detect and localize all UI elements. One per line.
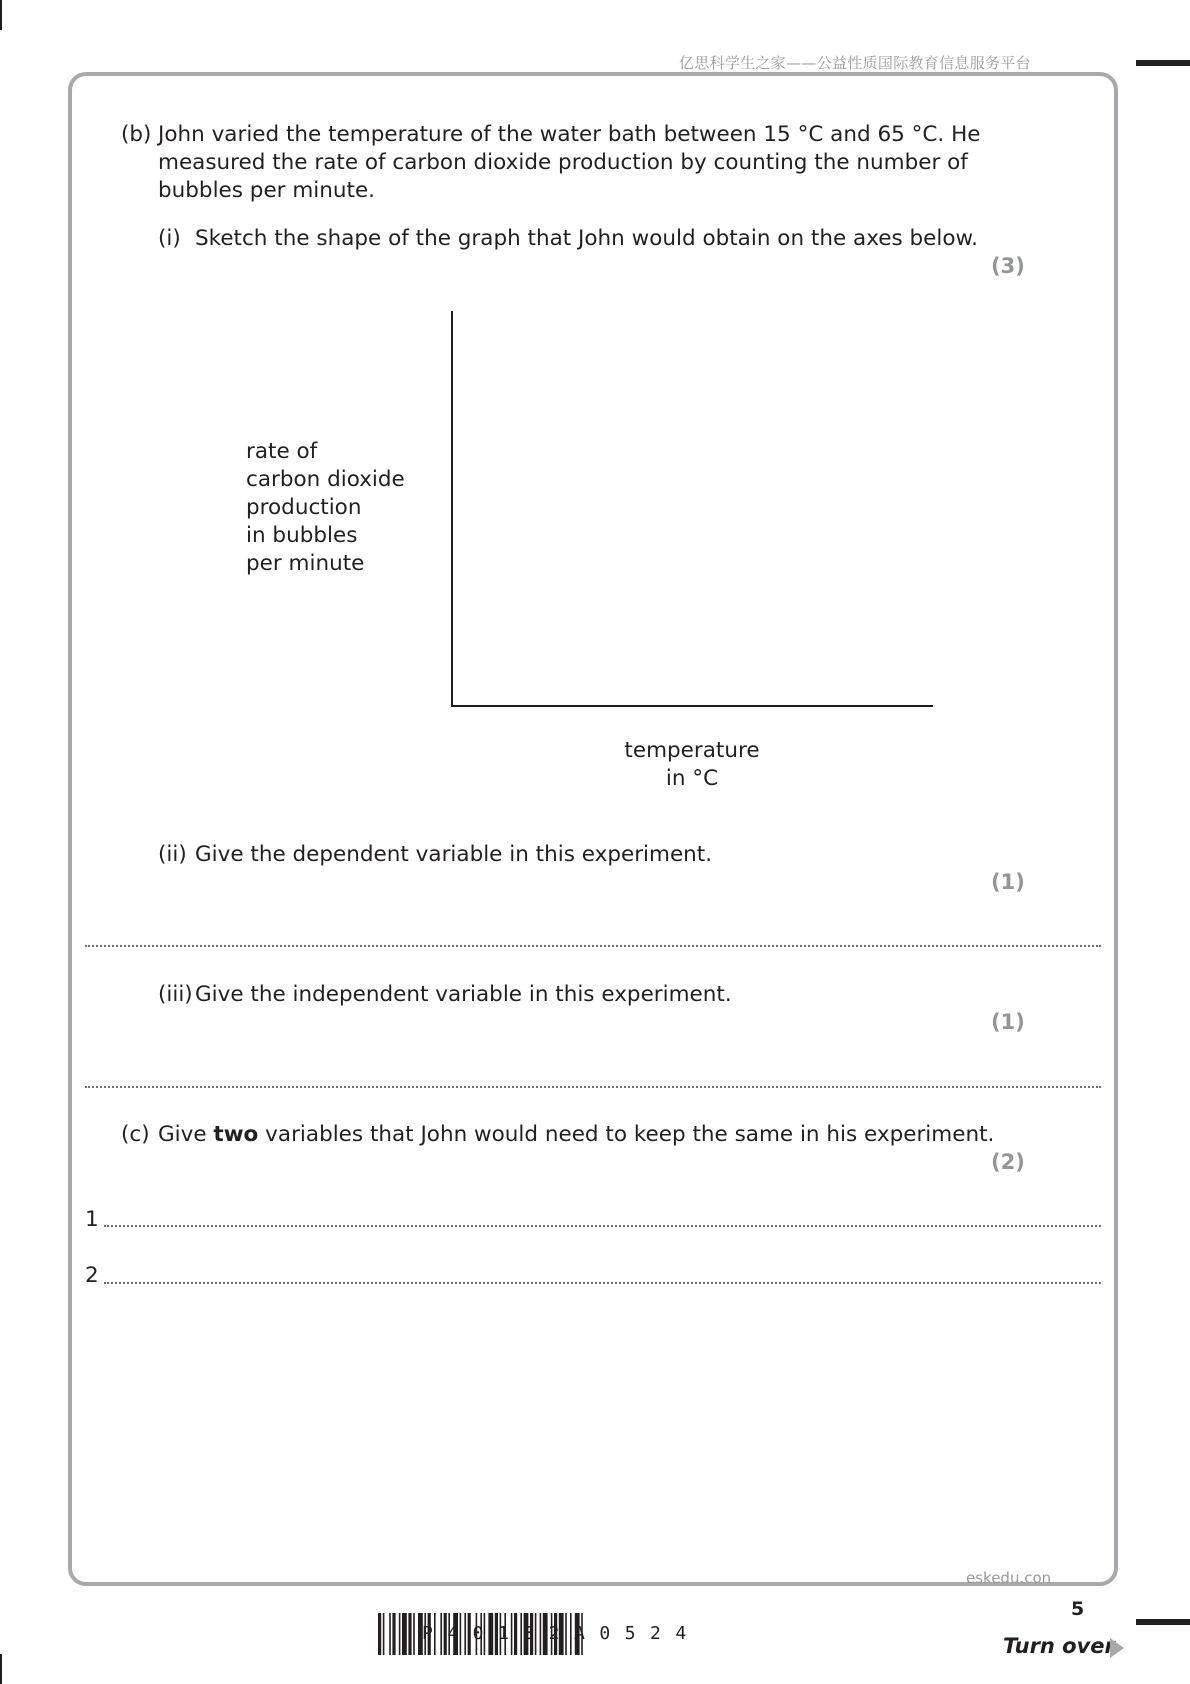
crop-mark xyxy=(1136,60,1190,66)
y-axis-label: rate of carbon dioxide production in bubbles per minute xyxy=(246,439,405,576)
answer-line[interactable] xyxy=(85,1086,1101,1088)
answer-line[interactable] xyxy=(85,945,1101,947)
barcode-bar xyxy=(383,1613,385,1655)
crop-mark xyxy=(0,0,2,30)
answer-number: 2 xyxy=(85,1263,99,1288)
question-label: (ii) xyxy=(158,842,187,867)
question-text: Give two variables that John would need to keep the same in his experiment. xyxy=(158,1122,995,1147)
barcode-bar xyxy=(389,1613,391,1655)
question-text: Give the independent variable in this experiment. xyxy=(195,982,732,1007)
barcode-bar xyxy=(408,1613,411,1655)
turn-over-arrow-icon xyxy=(1110,1638,1124,1658)
question-text: Sketch the shape of the graph that John would obtain on the axes below. xyxy=(195,226,978,251)
crop-mark xyxy=(1136,1619,1190,1625)
page-number: 5 xyxy=(1071,1598,1085,1620)
marks-label: (2) xyxy=(991,1150,1025,1174)
marks-label: (1) xyxy=(991,870,1025,894)
x-axis-label: temperature in °C xyxy=(624,738,760,791)
watermark-bottom: eskedu.con xyxy=(966,1569,1052,1587)
answer-line[interactable] xyxy=(104,1225,1101,1227)
barcode-bar xyxy=(392,1613,395,1655)
barcode-bar xyxy=(413,1613,415,1655)
question-text: John varied the temperature of the water bath between 15 °C and 65 °C. He measured the rate of carbon dioxide production by counting the number of bubbles per minute. xyxy=(158,122,981,203)
turn-over-label: Turn over xyxy=(1003,1634,1115,1658)
answer-number: 1 xyxy=(85,1207,99,1232)
barcode-bar xyxy=(399,1613,401,1655)
crop-mark xyxy=(0,1654,2,1684)
barcode-text: P40132A0524 xyxy=(422,1623,701,1644)
question-frame xyxy=(68,72,1118,1586)
barcode-bar xyxy=(378,1613,381,1655)
marks-label: (1) xyxy=(991,1010,1025,1034)
marks-label: (3) xyxy=(991,254,1025,278)
question-label: (i) xyxy=(158,226,181,251)
answer-line[interactable] xyxy=(104,1282,1101,1284)
question-label: (c) xyxy=(121,1122,150,1147)
question-label: (b) xyxy=(121,122,152,147)
question-label: (iii) xyxy=(158,982,193,1007)
barcode-bar xyxy=(402,1613,407,1655)
watermark-top: 亿思科学生之家——公益性质国际教育信息服务平台 xyxy=(679,54,1031,72)
question-text: Give the dependent variable in this experiment. xyxy=(195,842,713,867)
